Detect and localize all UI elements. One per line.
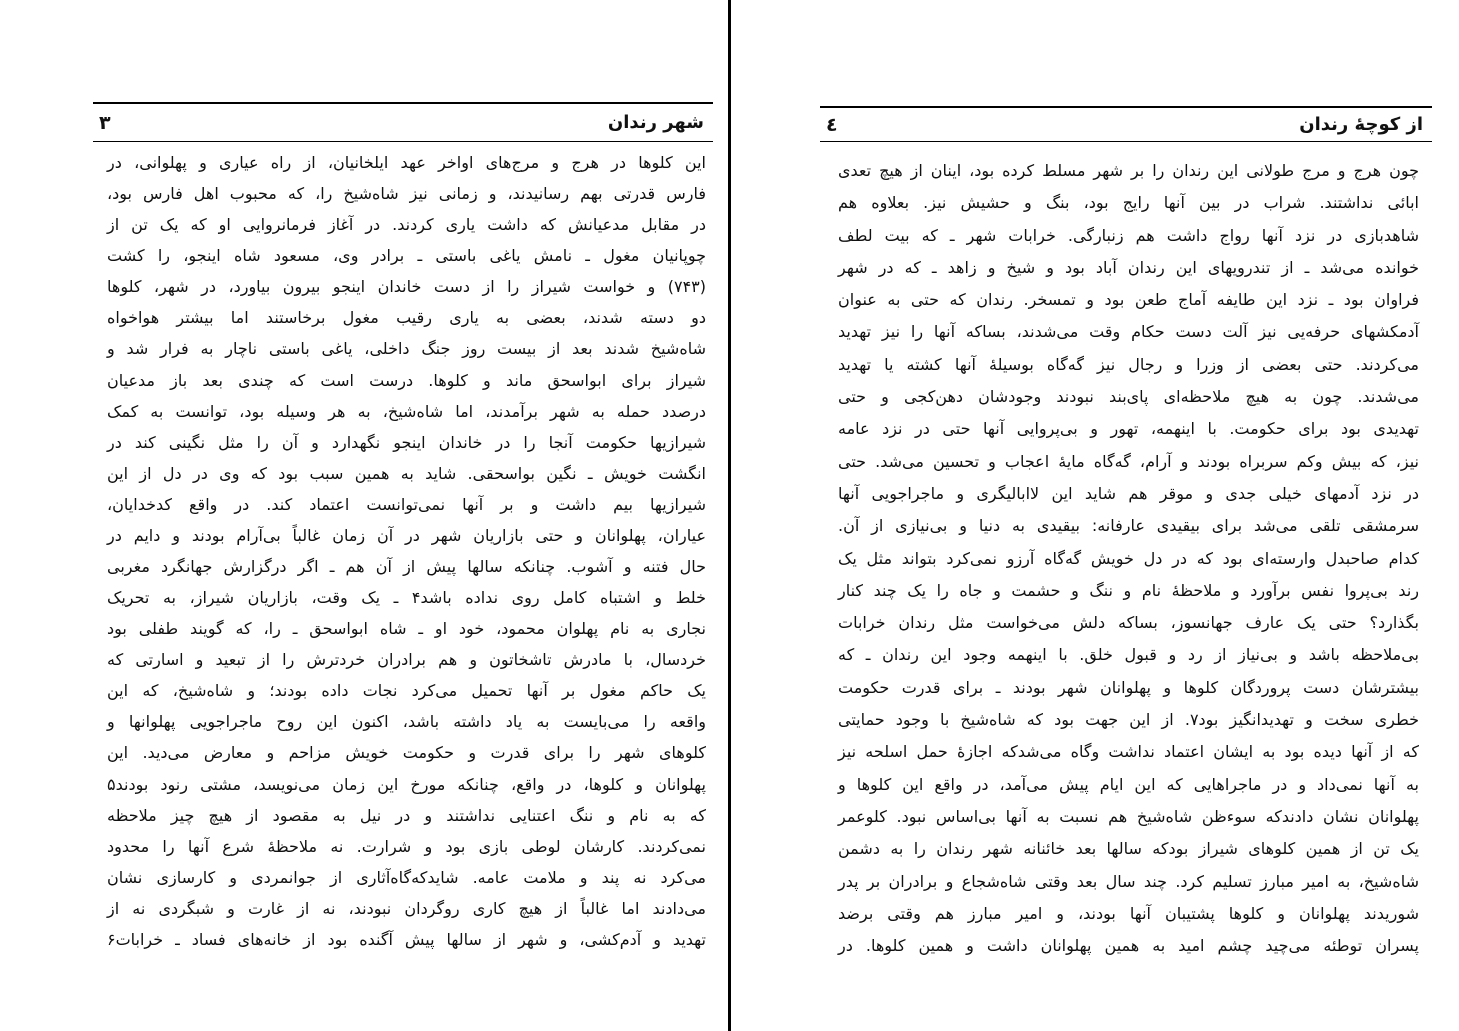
text-line: پسران توطئه می‌چید چشم امید به همین پهلوانان داشت و همین کلوها. در bbox=[838, 936, 1419, 956]
text-line: نجاری به نام پهلوان محمود، خود او ـ شاه ابواسحق ـ را، که گویند طفلی بود bbox=[107, 619, 706, 639]
text-line: عیاران، پهلوانان و حتی بازاریان شهر در آن زمان غالباً بی‌آرام بودند و دایم در bbox=[107, 525, 706, 545]
page-body-text bbox=[838, 155, 1419, 962]
text-line: بی‌ملاحظه باشد و بی‌نیاز از رد و قبول خلق. با اینهمه وجود این رندان ـ که bbox=[838, 645, 1419, 665]
text-line: خردسال، با مادرش تاشخاتون و هم برادران خردترش را از تبعید و اسارتی که bbox=[107, 650, 706, 670]
text-line: شیرازیها بیم داشت و بر آنها نمی‌توانست اعتماد کند. در واقع کدخدایان، bbox=[107, 494, 706, 514]
text-line: فارس قدرتی بهم رسانیدند، و زمانی نیز شاه‌شیخ را، که محبوب اهل فارس بود، bbox=[107, 184, 706, 204]
running-header bbox=[93, 102, 713, 142]
text-line: نیز، که بیش وکم سربراه بودند و آرام، گه‌گاه مایهٔ اعجاب و تحسین می‌شد. حتی bbox=[838, 451, 1419, 471]
right-page bbox=[731, 0, 1459, 1031]
running-title: شهر رندان bbox=[607, 112, 704, 133]
page-body-text bbox=[107, 147, 706, 955]
text-line: که به نام و ننگ اعتنایی نداشتند و در نیل به مقصود از هیچ چیز ملاحظه bbox=[107, 805, 706, 825]
text-line: کلوهای شهر را برای قدرت و حکومت خویش مزاحم و معارض می‌دید. این bbox=[107, 743, 706, 763]
text-line: رند بی‌پروا نفس برآورد و ملاحظهٔ نام و ننگ و حشمت و جاه را یک چند کنار bbox=[838, 580, 1419, 600]
text-line: فراوان بود ـ نزد این طایفه آماج طعن بود و تمسخر. رندان که حتی به عنوان bbox=[838, 290, 1419, 310]
text-line: بیشترشان دست پروردگان کلوها و پهلوانان شهر بودند ـ برای قدرت حکومت bbox=[838, 677, 1419, 697]
running-header bbox=[820, 106, 1432, 142]
page-number: ٤ bbox=[826, 113, 838, 136]
text-line: در مقابل مدعیانش که داشت یاری کردند. در آغاز فرمانروایی او که یک تن از bbox=[107, 215, 706, 235]
text-line: شوریدند پهلوانان و کلوها پشتیبان آنها بودند، و امیر مبارز هم وقتی برضد bbox=[838, 903, 1419, 923]
text-line: پهلوانان نشان دادندکه سوءظن شاه‌شیخ هم نسبت به آنها بی‌اساس نبود. کلوعمر bbox=[838, 806, 1419, 826]
text-line: تهدیدی بود برای حکومت. با اینهمه، تهور و بی‌پروایی آنها حتی در نزد عامه bbox=[838, 419, 1419, 439]
text-line: می‌کرد نه پند و ملامت عامه. شایدکه‌گاه‌آثاری از جوانمردی و کارسازی نشان bbox=[107, 867, 706, 887]
text-line: پهلوانان و کلوها، در واقع، چنانکه مورخ این زمان می‌نویسد، مشتی رنود بودند۵ bbox=[107, 774, 706, 794]
text-line: می‌دادند اما غالباً از هیچ کاری روگردان نبودند، نه از غارت و شبگردی نه از bbox=[107, 898, 706, 918]
text-line: آدمکشهای حرفه‌یی نیز آلت دست حکام وقت می‌شدند، بساکه آنها را نیز تهدید bbox=[838, 322, 1419, 342]
text-line: سرمشقی تلقی می‌شد برای بیقیدی عارفانه: بیقیدی به دنیا و بی‌نیازی از آن. bbox=[838, 516, 1419, 536]
text-line: درصدد حمله به شهر برآمدند، اما شاه‌شیخ، به هر وسیله بود، توانست به کمک bbox=[107, 401, 706, 421]
page-number: ۳ bbox=[99, 111, 111, 134]
text-line: خوانده می‌شد ـ از تندرویهای این رندان آباد بود و شیخ و زاهد ـ که در شهر bbox=[838, 257, 1419, 277]
text-line: شاه‌شیخ شدند بعد از بیست روز جنگ داخلی، یاغی باستی ناچار به فرار شد و bbox=[107, 339, 706, 359]
text-line: کدام صاحبدل وارسته‌ای بود که در دل خویش گه‌گاه آرزو نمی‌کرد بتواند مثل یک bbox=[838, 548, 1419, 568]
text-line: خطری سخت و تهدیدانگیز بود۷. از این جهت بود که شاه‌شیخ با وجود حمایتی bbox=[838, 710, 1419, 730]
text-line: خلط و اشتباه کامل روی نداده باشد۴ ـ یک وقت، بازاریان شیراز، به تحریک bbox=[107, 588, 706, 608]
text-line: بگذارد؟ حتی یک عارف جهانسوز، بساکه دلش می‌خواست مثل رندان خرابات bbox=[838, 613, 1419, 633]
text-line: چون هرج و مرج طولانی این رندان را بر شهر مسلط کرده بود، اینان از هیچ تعدی bbox=[838, 161, 1419, 180]
text-line: به آنها نمی‌داد و در ماجراهایی که این ایام پیش می‌آمد، در واقع این کلوها و bbox=[838, 774, 1419, 794]
text-line: دو دسته شدند، بعضی به یاری رقیب مغول برخاستند اما بیشتر هواخواه bbox=[107, 308, 706, 328]
running-title: از کوچهٔ رندان bbox=[1299, 114, 1423, 135]
text-line: یک تن از همین کلوهای شیراز بودکه سالها بعد خائنانه شهر رندان را به دشمن bbox=[838, 839, 1419, 859]
text-line: که از آنها دیده بود به ایشان اعتماد نداشت وگاه می‌شدکه اجازهٔ حمل اسلحه نیز bbox=[838, 742, 1419, 762]
text-line: واقعه را می‌بایست به یاد داشته باشد، اکنون این روح ماجراجویی پهلوانها و bbox=[107, 712, 706, 732]
text-line: شاه‌شیخ، به امیر مبارز تسلیم کرد. چند سال بعد وقتی شاه‌شجاع و برادران بر پدر bbox=[838, 871, 1419, 891]
text-line: شیرازیها حکومت آنجا را در خاندان اینجو نگهدارد و آن را مثل نگینی کند در bbox=[107, 432, 706, 452]
text-line: این کلوها در هرج و مرج‌های اواخر عهد ایلخانیان، از راه عیاری و پهلوانی، در bbox=[107, 153, 706, 172]
text-line: ابائی نداشتند. شراب در بین آنها رایج بود، بنگ و حشیش نیز. بعلاوه هم bbox=[838, 193, 1419, 213]
text-line: می‌شدند. چون به هیچ ملاحظه‌ای پای‌بند نبودند وجودشان دهن‌کجی و حتی bbox=[838, 387, 1419, 407]
text-line: تهدید و آدم‌کشی، و شهر از سالها پیش آگنده بود از خانه‌های فساد ـ خرابات۶ bbox=[107, 929, 706, 949]
text-line: چوپانیان مغول ـ نامش یاغی باستی ـ برادر وی، مسعود شاه اینجو، را کشت bbox=[107, 246, 706, 266]
text-line: در نزد آدمهای خیلی جدی و موقر هم شاید این لاابالیگری و ماجراجویی آنها bbox=[838, 483, 1419, 503]
text-line: شیراز برای ابواسحق ماند و کلوها. درست است که چندی بعد باز مدعیان bbox=[107, 370, 706, 390]
left-page bbox=[0, 0, 728, 1031]
text-line: حال فتنه و آشوب. چنانکه سالها پیش از آن هم ـ اگر درگزارش جهانگرد مغربی bbox=[107, 557, 706, 577]
text-line: (۷۴۳) و خواست شیراز را از دست خاندان اینجو بیرون بیاورد، در شهر، کلوها bbox=[107, 277, 706, 297]
text-line: یک حاکم مغول بر آنها تحمیل می‌کرد نجات داده بودند؛ و شاه‌شیخ، که این bbox=[107, 681, 706, 701]
text-line: شاهدبازی در نزد آنها رواج داشت هم زنبارگی. خرابات شهر ـ که بیت لطف bbox=[838, 225, 1419, 245]
text-line: انگشت خویش ـ نگین بواسحقی. شاید به همین سبب بود که وی در دل از این bbox=[107, 463, 706, 483]
text-line: می‌کردند. حتی بعضی از وزرا و رجال نیز گه‌گاه بوسیلهٔ آنها کشته یا تهدید bbox=[838, 354, 1419, 374]
text-line: نمی‌کردند. کارشان لوطی بازی بود و شرارت. نه ملاحظهٔ شرع آنها را محدود bbox=[107, 836, 706, 856]
